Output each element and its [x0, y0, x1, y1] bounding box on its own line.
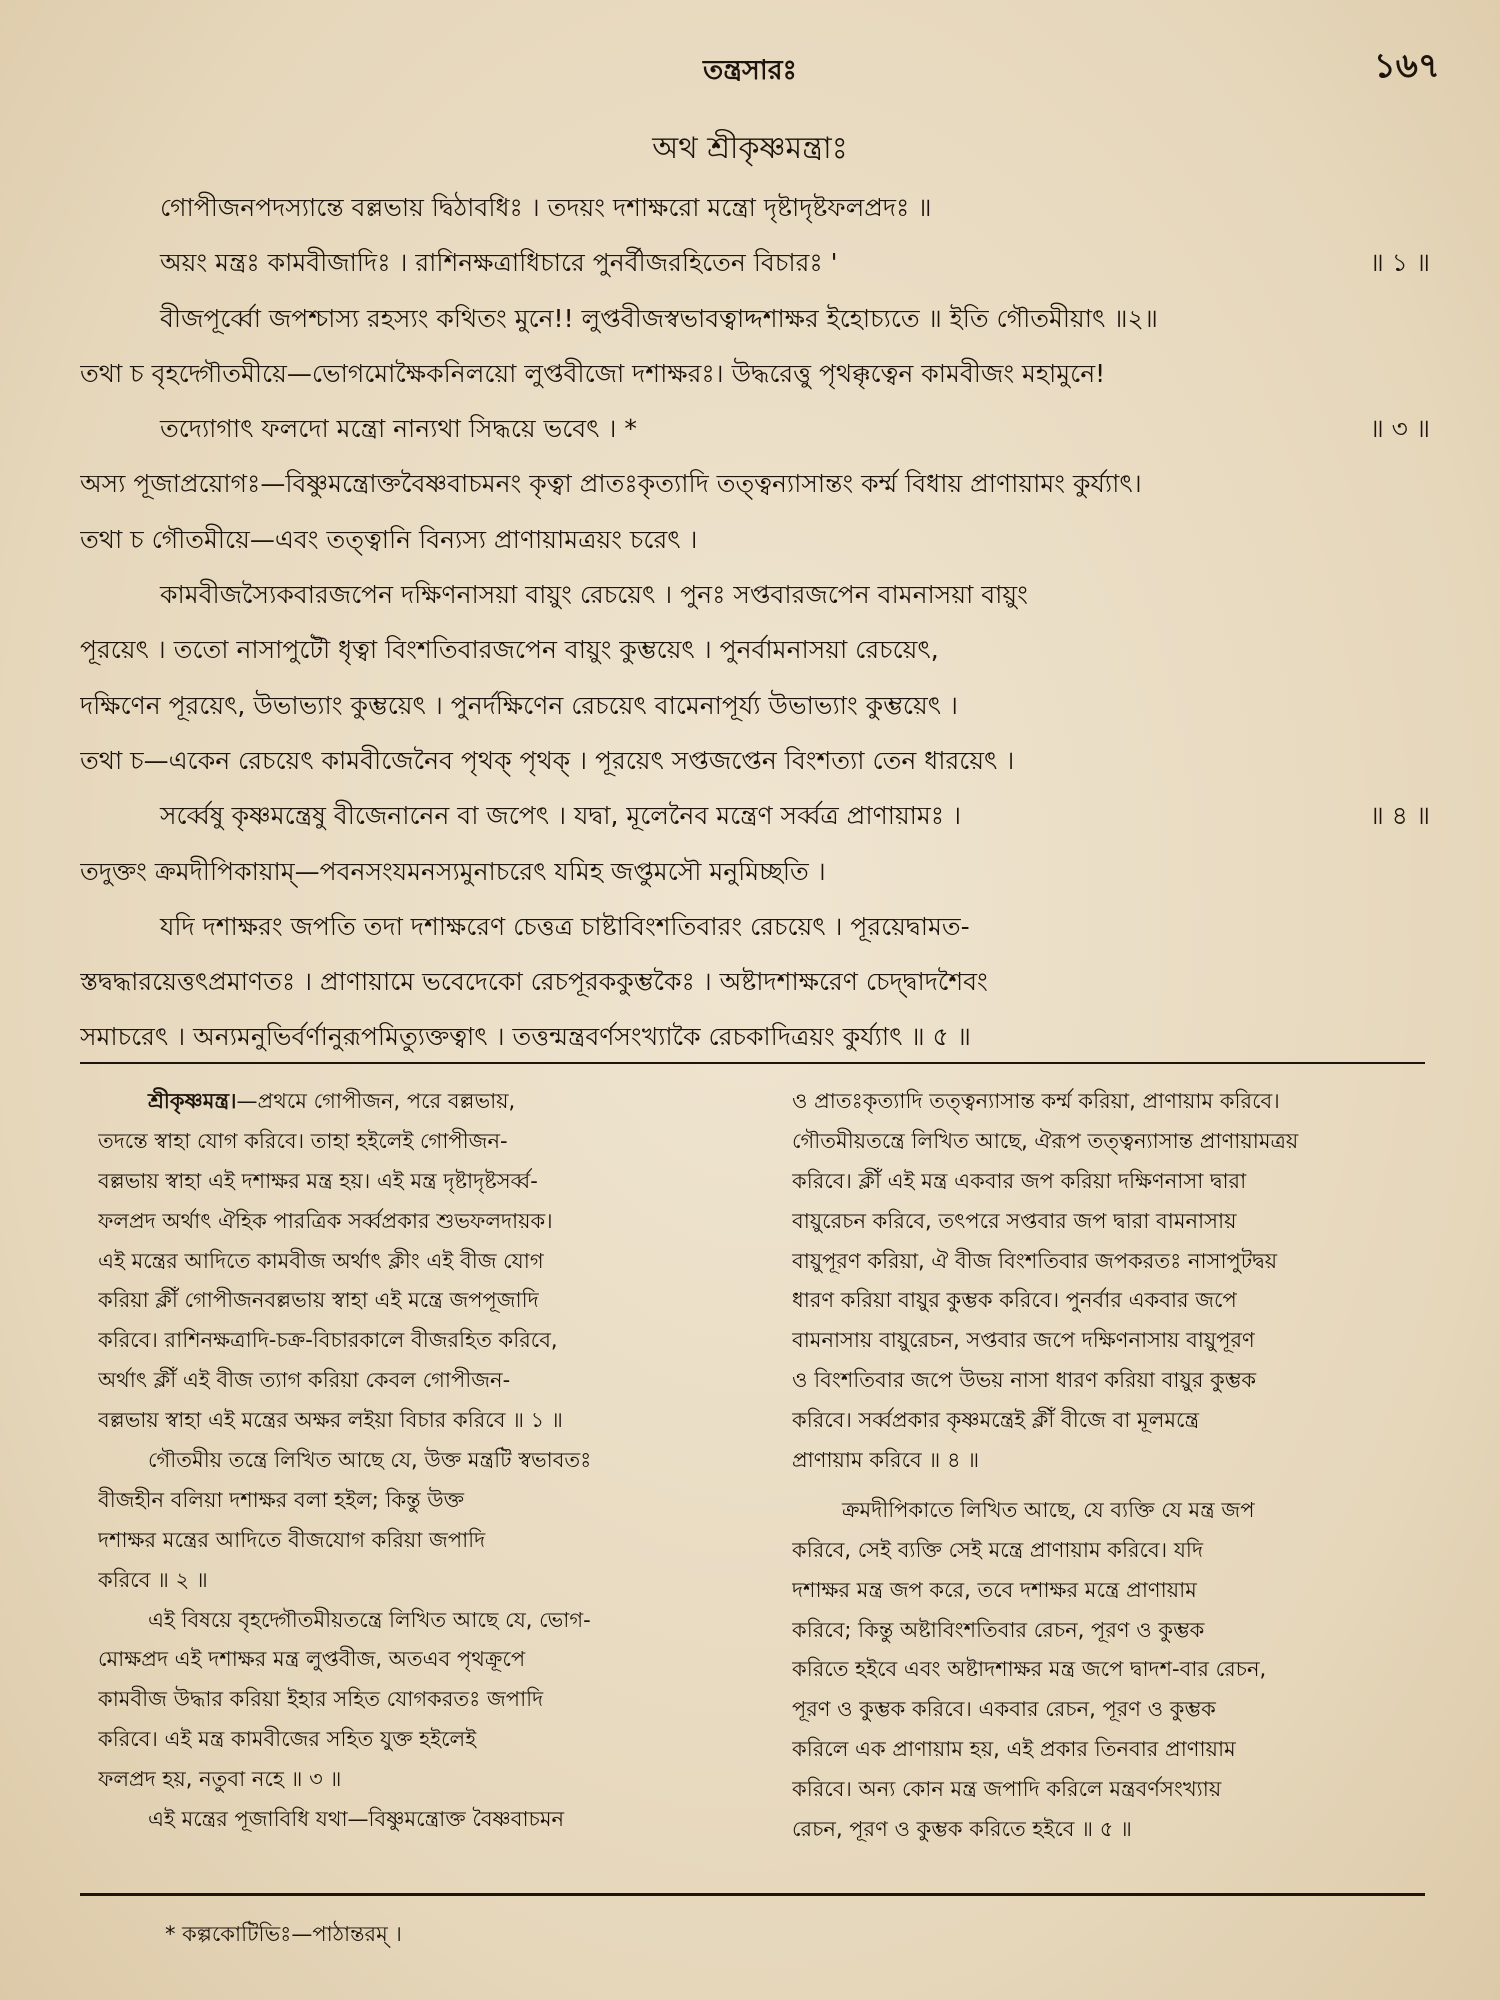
commentary-line: করিলে এক প্রাণায়াম হয়, এই প্রকার তিনবার প্রাণায়াম — [792, 1737, 1236, 1762]
commentary-text: কামবীজ উদ্ধার করিয়া ইহার সহিত যোগকরতঃ জপাদি — [98, 1687, 544, 1712]
commentary-text: দশাক্ষর মন্ত্রের আদিতে বীজযোগ করিয়া জপাদি — [98, 1527, 486, 1552]
commentary-line: বায়ুরেচন করিবে, তৎপরে সপ্তবার জপ দ্বারা বামনাসায় — [792, 1208, 1237, 1233]
verse-line-text: সর্ব্বেষু কৃষ্ণমন্ত্রেষু বীজেনানেন বা জপেৎ । যদ্বা, মূলেনৈব মন্ত্রেণ সর্ব্বত্র প্রাণায়ামঃ । — [160, 801, 962, 831]
verse-line-text: পূরয়েৎ । ততো নাসাপুটৌ ধৃত্বা বিংশতিবারজপেন বায়ুং কুম্ভয়েৎ । পুনর্বামনাসয়া রেচয়েৎ, — [80, 635, 939, 665]
verse-line — [80, 401, 1440, 456]
commentary-line — [98, 1521, 750, 1561]
commentary-line — [98, 1720, 750, 1760]
verse-line-text: গোপীজনপদস্যান্তে বল্লভায় দ্বিঠাবধিঃ । তদয়ং দশাক্ষরো মন্ত্রো দৃষ্টাদৃষ্টফলপ্রদঃ ॥ — [160, 193, 932, 222]
commentary-line — [98, 1202, 750, 1242]
commentary-text: বল্লভায় স্বাহা এই মন্ত্রের অক্ষর লইয়া বিচার করিবে ॥ ১ ॥ — [98, 1408, 563, 1433]
verse-line — [80, 733, 1440, 788]
commentary-line: ও প্রাতঃকৃত্যাদি তত্ত্বন্যাসান্ত কর্ম্ম করিয়া, প্রাণায়াম করিবে। — [792, 1089, 1280, 1113]
verse-line — [80, 678, 1440, 733]
verse-line — [80, 180, 1440, 235]
verse-line — [80, 512, 1440, 567]
commentary-line — [98, 1321, 750, 1361]
commentary-line: করিবে। ক্লীঁ এই মন্ত্র একবার জপ করিয়া দক্ষিণনাসা দ্বারা — [792, 1168, 1247, 1193]
verse-line-text: তদুক্তং ক্রমদীপিকায়াম্—পবনসংযমনস্যমুনাচরেৎ যমিহ জপ্তুমসৌ মনুমিচ্ছতি । — [80, 856, 826, 886]
commentary-line — [98, 1082, 750, 1122]
commentary-text: ফলপ্রদ অর্থাৎ ঐহিক পারত্রিক সর্ব্বপ্রকার শুভফলদায়ক। — [98, 1208, 553, 1233]
verse-line-text: বীজপূর্ব্বো জপশ্চাস্য রহস্যং কথিতং মুনে!! লুপ্তবীজস্বভাবত্বাদ্দশাক্ষর ইহোচ্যতে ॥ ইতি গৌতমীয়াৎ ॥২॥ — [160, 303, 1158, 333]
verse-line — [80, 788, 1440, 843]
commentary-line: বায়ুপূরণ করিয়া, ঐ বীজ বিংশতিবার জপকরতঃ নাসাপুটদ্বয় — [792, 1248, 1278, 1273]
verse-number: ॥ ৪ ॥ — [1369, 801, 1430, 831]
commentary-line — [98, 1242, 750, 1282]
verse-line — [80, 844, 1440, 899]
commentary-line — [98, 1481, 750, 1521]
commentary-text: ফলপ্রদ হয়, নতুবা নহে ॥ ৩ ॥ — [98, 1767, 342, 1792]
commentary-text: বীজহীন বলিয়া দশাক্ষর বলা হইল; কিন্তু উক্ত — [98, 1487, 465, 1512]
commentary-line — [98, 1601, 750, 1641]
commentary-left-column — [98, 1082, 750, 1840]
verse-line-text: অস্য পূজাপ্রয়োগঃ—বিষ্ণুমন্ত্রোক্তবৈষ্ণবাচমনং কৃত্বা প্রাতঃকৃত্যাদি তত্ত্বন্যাসান্তং কর্ম্ম বিধায় প্রাণায়ামং কুর্য্যাৎ। — [80, 469, 1142, 499]
sanskrit-verse-block — [80, 180, 1440, 1065]
commentary-line: ও বিংশতিবার জপে উভয় নাসা ধারণ করিয়া বায়ুর কুম্ভক — [792, 1368, 1257, 1393]
verse-line — [80, 567, 1440, 622]
commentary-line — [98, 1361, 750, 1401]
commentary-line: করিবে; কিন্তু অষ্টাবিংশতিবার রেচন, পূরণ ও কুম্ভক — [792, 1617, 1205, 1642]
commentary-text: গৌতমীয় তন্ত্রে লিখিত আছে যে, উক্ত মন্ত্রটি স্বভাবতঃ — [148, 1448, 592, 1473]
commentary-line: ধারণ করিয়া বায়ুর কুম্ভক করিবে। পুনর্বার একবার জপে — [792, 1288, 1237, 1313]
verse-line-text: তথা চ বৃহদ্গৌতমীয়ে—ভোগমোক্ষৈকনিলয়ো লুপ্তবীজো দশাক্ষরঃ। উদ্ধরেত্তু পৃথক্কৃত্বেন কামবীজং মহামুনে! — [80, 358, 1106, 388]
commentary-line — [98, 1561, 750, 1601]
commentary-line: করিবে, সেই ব্যক্তি সেই মন্ত্রে প্রাণায়াম করিবে। যদি — [792, 1537, 1203, 1562]
running-header-title: তন্ত্রসারঃ — [703, 55, 797, 86]
page-number: ১৬৭ — [1373, 46, 1440, 86]
commentary-line — [98, 1680, 750, 1720]
commentary-text: করিবে। রাশিনক্ষত্রাদি-চক্র-বিচারকালে বীজরহিত করিবে, — [98, 1328, 558, 1353]
commentary-line — [98, 1162, 750, 1202]
verse-number: ॥ ৩ ॥ — [1369, 414, 1430, 444]
verse-line — [80, 622, 1440, 677]
commentary-line: পূরণ ও কুম্ভক করিবে। একবার রেচন, পূরণ ও কুম্ভক — [792, 1697, 1216, 1722]
commentary-line — [98, 1281, 750, 1321]
verse-line — [80, 899, 1440, 954]
section-heading: অথ শ্রীকৃষ্ণমন্ত্রাঃ — [652, 131, 848, 166]
commentary-text: এই মন্ত্রের পূজাবিধি যথা—বিষ্ণুমন্ত্রোক্ত বৈষ্ণবাচমন — [148, 1807, 565, 1832]
commentary-line: রেচন, পূরণ ও কুম্ভক করিতে হইবে ॥ ৫ ॥ — [792, 1817, 1132, 1842]
verse-number: ॥ ১ ॥ — [1369, 248, 1430, 278]
verse-line-text: দক্ষিণেন পূরয়েৎ, উভাভ্যাং কুম্ভয়েৎ । পুনর্দক্ষিণেন রেচয়েৎ বামেনাপূর্য্য উভাভ্যাং কুম্ভয়েৎ । — [80, 690, 958, 720]
verse-line — [80, 456, 1440, 511]
verse-line — [80, 1009, 1440, 1064]
verse-line-text: স্তদ্বদ্ধারয়েত্তৎপ্রমাণতঃ । প্রাণায়ামে ভবেদেকো রেচপূরককুম্ভকৈঃ । অষ্টাদশাক্ষরেণ চেদ্দ্বাদশৈবং — [80, 967, 988, 997]
verse-line-text: অয়ং মন্ত্রঃ কামবীজাদিঃ । রাশিনক্ষত্রাধিচারে পুনর্বীজরহিতেন বিচারঃ ' — [160, 248, 838, 278]
commentary-text: এই মন্ত্রের আদিতে কামবীজ অর্থাৎ ক্লীং এই বীজ যোগ — [98, 1248, 544, 1273]
verse-line-text: তথা চ গৌতমীয়ে—এবং তত্ত্বানি বিন্যস্য প্রাণায়ামত্রয়ং চরেৎ । — [80, 524, 698, 554]
divider-rule — [80, 1062, 1425, 1064]
commentary-text: করিয়া ক্লীঁ গোপীজনবল্লভায় স্বাহা এই মন্ত্রে জপপূজাদি — [98, 1288, 539, 1313]
commentary-text: —প্রথমে গোপীজন, পরে বল্লভায়, — [236, 1089, 516, 1113]
commentary-text: করিবে। এই মন্ত্র কামবীজের সহিত যুক্ত হইলেই — [98, 1727, 477, 1752]
commentary-text: বল্লভায় স্বাহা এই দশাক্ষর মন্ত্র হয়। এই মন্ত্র দৃষ্টাদৃষ্টসর্ব্ব- — [98, 1168, 538, 1193]
verse-line-text: তথা চ—একেন রেচয়েৎ কামবীজেনৈব পৃথক্ পৃথক্ । পূরয়েৎ সপ্তজপ্তেন বিংশত্যা তেন ধারয়েৎ । — [80, 745, 1015, 775]
commentary-text: অর্থাৎ ক্লীঁ এই বীজ ত্যাগ করিয়া কেবল গোপীজন- — [98, 1368, 511, 1393]
verse-line — [80, 346, 1440, 401]
commentary-line: করিবে। অন্য কোন মন্ত্র জপাদি করিলে মন্ত্রবর্ণসংখ্যায় — [792, 1777, 1222, 1802]
commentary-line — [98, 1800, 750, 1840]
verse-line — [80, 235, 1440, 290]
verse-line-text: যদি দশাক্ষরং জপতি তদা দশাক্ষরেণ চেত্তত্র চাষ্টাবিংশতিবারং রেচয়েৎ । পূরয়েদ্বামত- — [160, 911, 970, 941]
commentary-text: তদন্তে স্বাহা যোগ করিবে। তাহা হইলেই গোপীজন- — [98, 1128, 508, 1153]
verse-line — [80, 291, 1440, 346]
commentary-line — [98, 1401, 750, 1441]
commentary-right-column — [792, 1082, 1452, 1850]
commentary-line: দশাক্ষর মন্ত্র জপ করে, তবে দশাক্ষর মন্ত্রে প্রাণায়াম — [792, 1577, 1197, 1602]
commentary-line — [98, 1122, 750, 1162]
commentary-line — [98, 1441, 750, 1481]
commentary-text: মোক্ষপ্রদ এই দশাক্ষর মন্ত্র লুপ্তবীজ, অতএব পৃথক্রূপে — [98, 1647, 526, 1672]
footnote: * কল্পকোটিভিঃ—পাঠান্তরম্ । — [165, 1922, 402, 1946]
commentary-line — [98, 1760, 750, 1800]
verse-line-text: সমাচরেৎ । অন্যমনুভির্বর্ণানুরূপমিত্যুক্তত্বাৎ । তত্তন্মন্ত্রবর্ণসংখ্যাকৈ রেচকাদিত্রয়ং কুর্য্যাৎ ॥ ৫ ॥ — [80, 1022, 971, 1052]
verse-line-text: তদ্যোগাৎ ফলদো মন্ত্রো নান্যথা সিদ্ধয়ে ভবেৎ । * — [160, 414, 637, 444]
commentary-line — [98, 1640, 750, 1680]
commentary-line: বামনাসায় বায়ুরেচন, সপ্তবার জপে দক্ষিণনাসায় বায়ুপূরণ — [792, 1328, 1255, 1353]
footnote-rule — [80, 1893, 1425, 1896]
commentary-line: করিবে। সর্ব্বপ্রকার কৃষ্ণমন্ত্রেই ক্লীঁ বীজে বা মূলমন্ত্রে — [792, 1408, 1200, 1433]
commentary-text: এই বিষয়ে বৃহদ্গৌতমীয়তন্ত্রে লিখিত আছে যে, ভোগ- — [148, 1607, 591, 1632]
commentary-line: করিতে হইবে এবং অষ্টাদশাক্ষর মন্ত্র জপে দ্বাদশ-বার রেচন, — [792, 1657, 1267, 1682]
commentary-line: ক্রমদীপিকাতে লিখিত আছে, যে ব্যক্তি যে মন্ত্র জপ — [842, 1497, 1255, 1522]
verse-line-text: কামবীজস্যৈকবারজপেন দক্ষিণনাসয়া বায়ুং রেচয়েৎ । পুনঃ সপ্তবারজপেন বামনাসয়া বায়ুং — [160, 580, 1028, 610]
commentary-lead: শ্রীকৃষ্ণমন্ত্র। — [148, 1089, 237, 1113]
verse-line — [80, 954, 1440, 1009]
commentary-text: করিবে ॥ ২ ॥ — [98, 1567, 208, 1592]
commentary-line: গৌতমীয়তন্ত্রে লিখিত আছে, ঐরূপ তত্ত্বন্যাসান্ত প্রাণায়ামত্রয় — [792, 1128, 1299, 1153]
commentary-line: প্রাণায়াম করিবে ॥ ৪ ॥ — [792, 1448, 980, 1473]
